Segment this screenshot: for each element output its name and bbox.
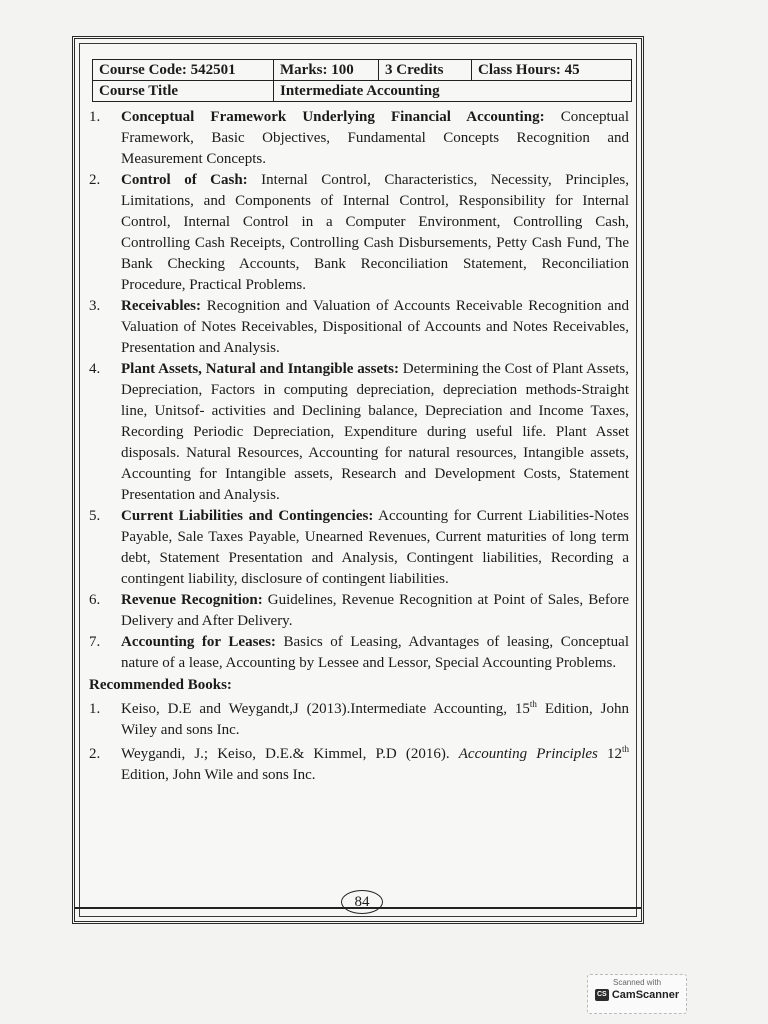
book-number: 1. [89, 701, 101, 717]
content-item-3 [89, 296, 629, 359]
content-item-5 [89, 506, 629, 590]
book-item-2 [89, 744, 629, 786]
camscanner-brand [588, 989, 686, 1001]
book-text: Keiso, D.E and Weygandt,J (2013).Intermediate Accounting, 15 [121, 701, 530, 717]
item-title: Current Liabilities and Contingencies: [121, 508, 374, 524]
content-item-4 [89, 359, 629, 506]
item-number: 4. [89, 361, 101, 377]
item-title: Control of Cash: [121, 172, 248, 188]
content-item-1 [89, 107, 629, 170]
item-text: Recognition and Valuation of Accounts Receivable Recognition and Valuation of Notes Receivables, Dispositional of Accounts and Notes Receivables, Presentation and Analysis. [121, 298, 629, 356]
page-number: 84 [341, 890, 383, 914]
recommended-books-heading: Recommended Books: [89, 677, 232, 693]
item-text: Determining the Cost of Plant Assets, Depreciation, Factors in computing depreciation, depreciation methods-Straight line, Unitsof- activities and Declining balance, Depreciation and Income Taxes, Recording Periodic Depreciation, Expenditure during useful life. Plant Asset disposals. Natural Resources, Accounting for natural resources, Intangible assets, Accounting for Intangible assets, Research and Development Costs, Statement Presentation and Analysis. [121, 361, 630, 503]
item-number: 2. [89, 172, 101, 188]
course-content [89, 107, 629, 786]
course-title-label: Course Title [93, 81, 274, 102]
item-title: Accounting for Leases: [121, 634, 276, 650]
item-text: Basics of Leasing, Advantages of leasing, Conceptual nature of a lease, Accounting by Lessee and Lessor, Special Accounting Problems. [121, 634, 630, 671]
item-text: Guidelines, Revenue Recognition at Point of Sales, Before Delivery and After Delivery. [121, 592, 630, 629]
item-title: Receivables: [121, 298, 201, 314]
item-number: 3. [89, 298, 101, 314]
marks-cell: Marks: 100 [274, 60, 379, 81]
item-number: 6. [89, 592, 101, 608]
content-item-2 [89, 170, 629, 296]
item-number: 5. [89, 508, 101, 524]
book-text-end: Edition, John Wile and sons Inc. [121, 767, 316, 783]
book-title-italic: Accounting Principles [458, 746, 598, 762]
book-text: Weygandi, J.; Keiso, D.E.& Kimmel, P.D (2016). [121, 746, 459, 762]
book-item-1 [89, 699, 629, 741]
item-title: Conceptual Framework Underlying Financial Accounting: [121, 109, 545, 125]
book-number: 2. [89, 746, 101, 762]
item-text: Internal Control, Characteristics, Necessity, Principles, Limitations, and Components of Internal Control, Responsibility for Internal Control, Internal Control in a Computer Environment, Controlling Cash, Controlling Cash Receipts, Controlling Cash Disbursements, Petty Cash Fund, The Bank Checking Accounts, Bank Reconciliation Statement, Reconciliation Procedure, Practical Problems. [121, 172, 630, 293]
credits-cell: 3 Credits [379, 60, 472, 81]
content-item-7 [89, 632, 629, 674]
book-text-cont: Edition, John Wiley and sons Inc. [121, 701, 629, 738]
book-edition-sup: th [529, 699, 537, 709]
book-edition-sup: th [622, 744, 630, 754]
scanned-with-label: Scanned with [612, 978, 662, 987]
camscanner-name: CamScanner [611, 989, 680, 1001]
item-text: Accounting for Current Liabilities-Notes Payable, Sale Taxes Payable, Unearned Revenues, Current maturities of long term debt, Statement Presentation and Analysis, Contingent liabilities, Recording a contingent liability, disclosure of contingent liabilities. [121, 508, 629, 587]
item-title: Plant Assets, Natural and Intangible assets: [121, 361, 399, 377]
camscanner-icon: CS [595, 989, 609, 1001]
course-title-value: Intermediate Accounting [274, 81, 632, 102]
class-hours-cell: Class Hours: 45 [472, 60, 632, 81]
camscanner-watermark [587, 974, 687, 1014]
course-info-table [92, 59, 632, 102]
book-text-cont: 12 [597, 746, 622, 762]
document-page [72, 36, 644, 924]
item-title: Revenue Recognition: [121, 592, 263, 608]
item-number: 1. [89, 109, 101, 125]
item-text: Conceptual Framework, Basic Objectives, Fundamental Concepts Recognition and Measurement Concepts. [121, 109, 630, 167]
course-code-cell: Course Code: 542501 [93, 60, 274, 81]
item-number: 7. [89, 634, 101, 650]
content-item-6 [89, 590, 629, 632]
